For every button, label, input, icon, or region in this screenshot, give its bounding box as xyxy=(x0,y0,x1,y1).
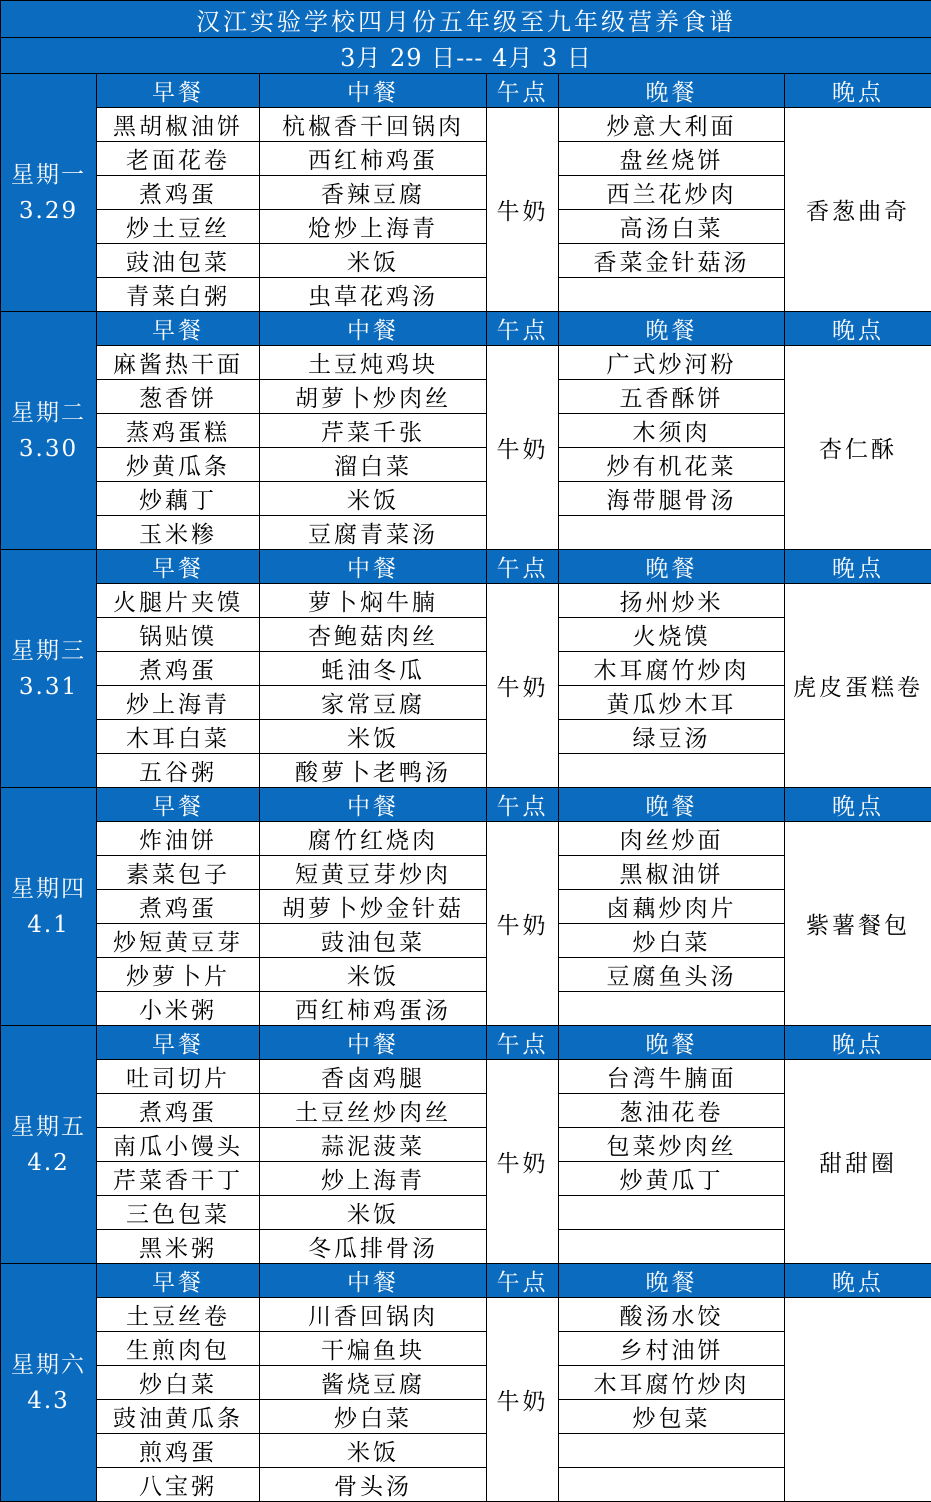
dinner-item: 炒意大利面 xyxy=(559,108,785,142)
lunch-item: 炝炒上海青 xyxy=(260,210,487,244)
noon-snack-item: 牛奶 xyxy=(487,822,559,1026)
breakfast-item: 土豆丝卷 xyxy=(97,1298,260,1332)
column-header-noon-snack: 午点 xyxy=(487,1264,559,1298)
breakfast-item: 炒白菜 xyxy=(97,1366,260,1400)
dinner-item xyxy=(559,278,785,312)
dinner-item: 肉丝炒面 xyxy=(559,822,785,856)
column-header-noon-snack: 午点 xyxy=(487,550,559,584)
dinner-item: 卤藕炒肉片 xyxy=(559,890,785,924)
dinner-item: 木须肉 xyxy=(559,414,785,448)
dinner-item: 包菜炒肉丝 xyxy=(559,1128,785,1162)
column-header-breakfast: 早餐 xyxy=(97,788,260,822)
lunch-item: 干煸鱼块 xyxy=(260,1332,487,1366)
dinner-item: 绿豆汤 xyxy=(559,720,785,754)
dinner-item: 广式炒河粉 xyxy=(559,346,785,380)
weekday: 星期二 xyxy=(1,395,96,431)
day-header-row xyxy=(1,1026,931,1060)
dinner-item: 五香酥饼 xyxy=(559,380,785,414)
dinner-item xyxy=(559,1468,785,1502)
column-header-dinner: 晚餐 xyxy=(559,74,785,108)
lunch-item: 家常豆腐 xyxy=(260,686,487,720)
breakfast-item: 炒萝卜片 xyxy=(97,958,260,992)
lunch-item: 西红柿鸡蛋 xyxy=(260,142,487,176)
column-header-lunch: 中餐 xyxy=(260,550,487,584)
weekday: 星期三 xyxy=(1,633,96,669)
lunch-item: 骨头汤 xyxy=(260,1468,487,1502)
lunch-item: 胡萝卜炒金针菇 xyxy=(260,890,487,924)
lunch-item: 豆腐青菜汤 xyxy=(260,516,487,550)
breakfast-item: 南瓜小馒头 xyxy=(97,1128,260,1162)
lunch-item: 虫草花鸡汤 xyxy=(260,278,487,312)
evening-snack-item: 甜甜圈 xyxy=(785,1060,931,1264)
lunch-item: 溜白菜 xyxy=(260,448,487,482)
dinner-item: 木耳腐竹炒肉 xyxy=(559,652,785,686)
breakfast-item: 锅贴馍 xyxy=(97,618,260,652)
lunch-item: 炒上海青 xyxy=(260,1162,487,1196)
day-header-row xyxy=(1,312,931,346)
noon-snack-item: 牛奶 xyxy=(487,584,559,788)
dinner-item: 高汤白菜 xyxy=(559,210,785,244)
dinner-item: 盘丝烧饼 xyxy=(559,142,785,176)
evening-snack-item xyxy=(785,1298,931,1502)
menu-row xyxy=(1,1298,931,1332)
lunch-item: 米饭 xyxy=(260,1196,487,1230)
date-row xyxy=(1,38,931,74)
lunch-item: 米饭 xyxy=(260,244,487,278)
day-header-row xyxy=(1,74,931,108)
noon-snack-item: 牛奶 xyxy=(487,1298,559,1502)
day-date: 3.29 xyxy=(1,193,96,229)
dinner-item: 炒有机花菜 xyxy=(559,448,785,482)
dinner-item: 炒包菜 xyxy=(559,1400,785,1434)
dinner-item: 豆腐鱼头汤 xyxy=(559,958,785,992)
noon-snack-item: 牛奶 xyxy=(487,346,559,550)
lunch-item: 豉油包菜 xyxy=(260,924,487,958)
day-date: 3.31 xyxy=(1,669,96,705)
breakfast-item: 炸油饼 xyxy=(97,822,260,856)
dinner-item: 海带腿骨汤 xyxy=(559,482,785,516)
dinner-item: 酸汤水饺 xyxy=(559,1298,785,1332)
breakfast-item: 五谷粥 xyxy=(97,754,260,788)
dinner-item: 乡村油饼 xyxy=(559,1332,785,1366)
menu-row xyxy=(1,1060,931,1094)
menu-row xyxy=(1,584,931,618)
day-label xyxy=(1,1264,97,1502)
column-header-evening-snack: 晚点 xyxy=(785,1264,931,1298)
lunch-item: 蚝油冬瓜 xyxy=(260,652,487,686)
day-label xyxy=(1,1026,97,1264)
breakfast-item: 八宝粥 xyxy=(97,1468,260,1502)
day-date: 4.3 xyxy=(1,1383,96,1419)
weekday: 星期一 xyxy=(1,157,96,193)
breakfast-item: 玉米糁 xyxy=(97,516,260,550)
menu-row xyxy=(1,822,931,856)
breakfast-item: 蒸鸡蛋糕 xyxy=(97,414,260,448)
lunch-item: 香辣豆腐 xyxy=(260,176,487,210)
breakfast-item: 小米粥 xyxy=(97,992,260,1026)
lunch-item: 米饭 xyxy=(260,958,487,992)
dinner-item: 扬州炒米 xyxy=(559,584,785,618)
column-header-breakfast: 早餐 xyxy=(97,550,260,584)
column-header-noon-snack: 午点 xyxy=(487,788,559,822)
breakfast-item: 煮鸡蛋 xyxy=(97,890,260,924)
lunch-item: 西红柿鸡蛋汤 xyxy=(260,992,487,1026)
lunch-item: 酱烧豆腐 xyxy=(260,1366,487,1400)
weekday: 星期四 xyxy=(1,871,96,907)
dinner-item xyxy=(559,1196,785,1230)
breakfast-item: 麻酱热干面 xyxy=(97,346,260,380)
lunch-item: 芹菜千张 xyxy=(260,414,487,448)
breakfast-item: 豉油包菜 xyxy=(97,244,260,278)
column-header-noon-snack: 午点 xyxy=(487,312,559,346)
day-label xyxy=(1,312,97,550)
column-header-noon-snack: 午点 xyxy=(487,74,559,108)
breakfast-item: 老面花卷 xyxy=(97,142,260,176)
column-header-dinner: 晚餐 xyxy=(559,788,785,822)
breakfast-item: 葱香饼 xyxy=(97,380,260,414)
dinner-item xyxy=(559,1434,785,1468)
breakfast-item: 生煎肉包 xyxy=(97,1332,260,1366)
evening-snack-item: 香葱曲奇 xyxy=(785,108,931,312)
day-header-row xyxy=(1,1264,931,1298)
date-range: 3月 29 日--- 4月 3 日 xyxy=(1,38,931,74)
lunch-item: 炒白菜 xyxy=(260,1400,487,1434)
day-header-row xyxy=(1,788,931,822)
page-title: 汉江实验学校四月份五年级至九年级营养食谱 xyxy=(1,1,931,38)
dinner-item xyxy=(559,992,785,1026)
day-date: 3.30 xyxy=(1,431,96,467)
column-header-evening-snack: 晚点 xyxy=(785,550,931,584)
column-header-lunch: 中餐 xyxy=(260,1264,487,1298)
noon-snack-item: 牛奶 xyxy=(487,1060,559,1264)
evening-snack-item: 虎皮蛋糕卷 xyxy=(785,584,931,788)
breakfast-item: 炒土豆丝 xyxy=(97,210,260,244)
evening-snack-item: 紫薯餐包 xyxy=(785,822,931,1026)
dinner-item: 炒黄瓜丁 xyxy=(559,1162,785,1196)
menu-row xyxy=(1,346,931,380)
column-header-dinner: 晚餐 xyxy=(559,1026,785,1060)
lunch-item: 腐竹红烧肉 xyxy=(260,822,487,856)
lunch-item: 杏鲍菇肉丝 xyxy=(260,618,487,652)
dinner-item: 台湾牛腩面 xyxy=(559,1060,785,1094)
day-header-row xyxy=(1,550,931,584)
dinner-item: 炒白菜 xyxy=(559,924,785,958)
breakfast-item: 素菜包子 xyxy=(97,856,260,890)
lunch-item: 香卤鸡腿 xyxy=(260,1060,487,1094)
lunch-item: 川香回锅肉 xyxy=(260,1298,487,1332)
lunch-item: 米饭 xyxy=(260,1434,487,1468)
dinner-item: 黄瓜炒木耳 xyxy=(559,686,785,720)
lunch-item: 萝卜焖牛腩 xyxy=(260,584,487,618)
noon-snack-item: 牛奶 xyxy=(487,108,559,312)
column-header-lunch: 中餐 xyxy=(260,74,487,108)
breakfast-item: 黑胡椒油饼 xyxy=(97,108,260,142)
breakfast-item: 煎鸡蛋 xyxy=(97,1434,260,1468)
lunch-item: 土豆炖鸡块 xyxy=(260,346,487,380)
column-header-lunch: 中餐 xyxy=(260,1026,487,1060)
lunch-item: 胡萝卜炒肉丝 xyxy=(260,380,487,414)
weekday: 星期六 xyxy=(1,1347,96,1383)
dinner-item xyxy=(559,754,785,788)
column-header-evening-snack: 晚点 xyxy=(785,74,931,108)
day-date: 4.1 xyxy=(1,907,96,943)
column-header-breakfast: 早餐 xyxy=(97,312,260,346)
dinner-item: 火烧馍 xyxy=(559,618,785,652)
column-header-evening-snack: 晚点 xyxy=(785,312,931,346)
dinner-item: 黑椒油饼 xyxy=(559,856,785,890)
column-header-dinner: 晚餐 xyxy=(559,312,785,346)
breakfast-item: 炒短黄豆芽 xyxy=(97,924,260,958)
title-row xyxy=(1,1,931,38)
lunch-item: 米饭 xyxy=(260,720,487,754)
dinner-item: 香菜金针菇汤 xyxy=(559,244,785,278)
breakfast-item: 煮鸡蛋 xyxy=(97,176,260,210)
breakfast-item: 炒上海青 xyxy=(97,686,260,720)
lunch-item: 米饭 xyxy=(260,482,487,516)
breakfast-item: 三色包菜 xyxy=(97,1196,260,1230)
breakfast-item: 炒藕丁 xyxy=(97,482,260,516)
dinner-item xyxy=(559,516,785,550)
breakfast-item: 火腿片夹馍 xyxy=(97,584,260,618)
day-label xyxy=(1,788,97,1026)
breakfast-item: 木耳白菜 xyxy=(97,720,260,754)
column-header-lunch: 中餐 xyxy=(260,788,487,822)
column-header-breakfast: 早餐 xyxy=(97,1264,260,1298)
day-label xyxy=(1,74,97,312)
column-header-noon-snack: 午点 xyxy=(487,1026,559,1060)
column-header-breakfast: 早餐 xyxy=(97,1026,260,1060)
lunch-item: 土豆丝炒肉丝 xyxy=(260,1094,487,1128)
lunch-item: 短黄豆芽炒肉 xyxy=(260,856,487,890)
breakfast-item: 青菜白粥 xyxy=(97,278,260,312)
evening-snack-item: 杏仁酥 xyxy=(785,346,931,550)
column-header-breakfast: 早餐 xyxy=(97,74,260,108)
lunch-item: 杭椒香干回锅肉 xyxy=(260,108,487,142)
dinner-item xyxy=(559,1230,785,1264)
menu-row xyxy=(1,108,931,142)
column-header-evening-snack: 晚点 xyxy=(785,1026,931,1060)
lunch-item: 冬瓜排骨汤 xyxy=(260,1230,487,1264)
day-label xyxy=(1,550,97,788)
column-header-lunch: 中餐 xyxy=(260,312,487,346)
lunch-item: 酸萝卜老鸭汤 xyxy=(260,754,487,788)
column-header-dinner: 晚餐 xyxy=(559,550,785,584)
breakfast-item: 吐司切片 xyxy=(97,1060,260,1094)
breakfast-item: 炒黄瓜条 xyxy=(97,448,260,482)
dinner-item: 木耳腐竹炒肉 xyxy=(559,1366,785,1400)
dinner-item: 葱油花卷 xyxy=(559,1094,785,1128)
column-header-dinner: 晚餐 xyxy=(559,1264,785,1298)
dinner-item: 西兰花炒肉 xyxy=(559,176,785,210)
weekday: 星期五 xyxy=(1,1109,96,1145)
breakfast-item: 煮鸡蛋 xyxy=(97,652,260,686)
day-date: 4.2 xyxy=(1,1145,96,1181)
column-header-evening-snack: 晚点 xyxy=(785,788,931,822)
lunch-item: 蒜泥菠菜 xyxy=(260,1128,487,1162)
breakfast-item: 豉油黄瓜条 xyxy=(97,1400,260,1434)
breakfast-item: 黑米粥 xyxy=(97,1230,260,1264)
breakfast-item: 芹菜香干丁 xyxy=(97,1162,260,1196)
breakfast-item: 煮鸡蛋 xyxy=(97,1094,260,1128)
